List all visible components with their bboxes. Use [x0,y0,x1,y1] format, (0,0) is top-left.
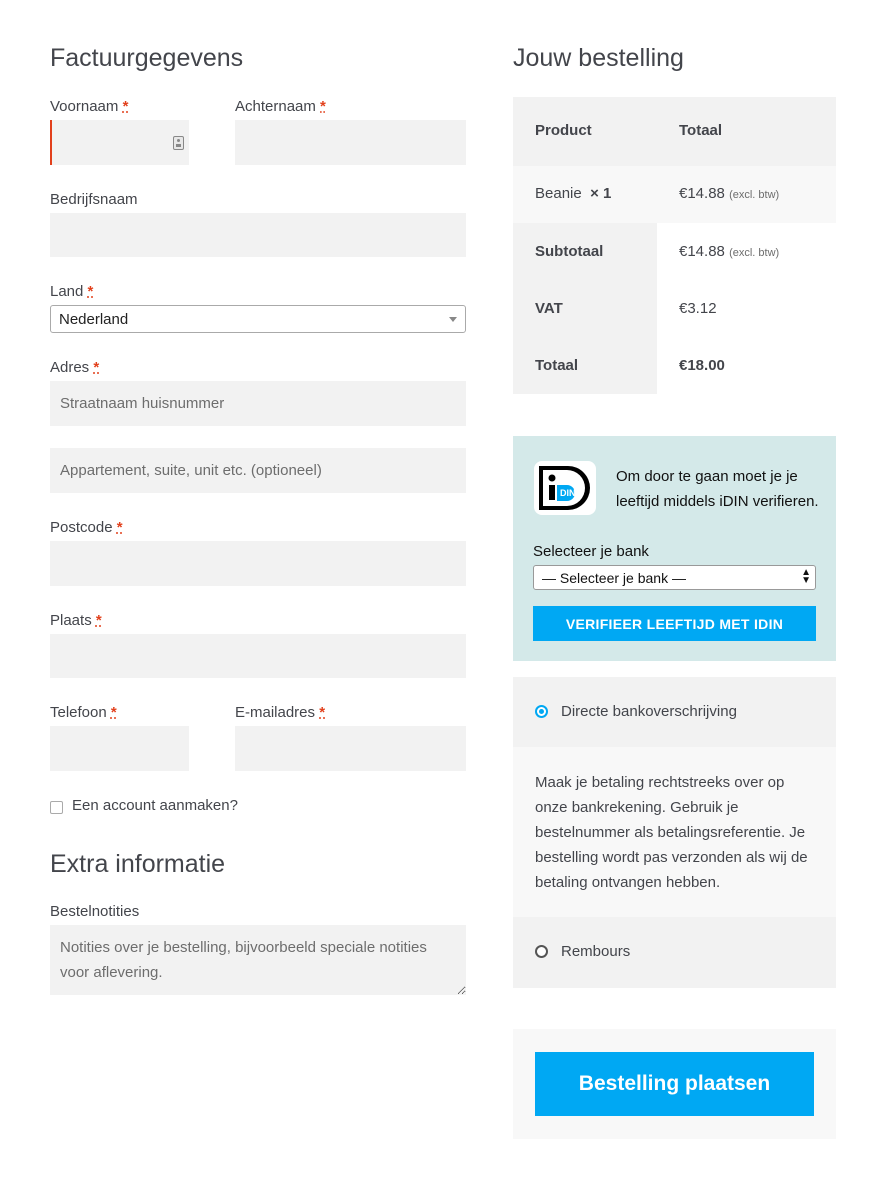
payment-option-cod[interactable] [513,917,836,988]
radio-selected-icon[interactable] [535,705,548,718]
col-product-header: Product [535,122,592,139]
item-price: €14.88 (excl. btw) [679,185,780,202]
address-line1-input[interactable] [50,381,466,426]
idin-verification-box [513,436,836,661]
create-account-checkbox[interactable] [50,801,63,814]
payment-option-bacs-label[interactable]: Directe bankoverschrijving [561,703,737,720]
postcode-input[interactable] [50,541,466,586]
order-review-table [513,97,836,394]
postcode-label: Postcode * [50,519,123,536]
contact-card-icon[interactable] [173,136,184,150]
address-label: Adres * [50,359,100,376]
idin-logo-icon [534,461,596,515]
email-label: E-mailadres * [235,704,326,721]
required-mark: * [122,98,129,115]
order-notes-label: Bestelnotities [50,903,140,920]
vat-value: €3.12 [679,300,717,317]
place-order-button[interactable]: Bestelling plaatsen [535,1052,814,1116]
verify-idin-button[interactable]: VERIFIEER LEEFTIJD MET IDIN [533,606,816,641]
country-select-value: Nederland [59,310,129,328]
extra-info-title: Extra informatie [50,850,226,878]
required-mark: * [95,612,102,629]
select-arrows-icon: ▲ ▼ [801,567,811,586]
company-label: Bedrijfsnaam [50,191,138,208]
place-order-section [513,1029,836,1139]
payment-option-bacs-description: Maak je betaling rechtstreeks over op onze bankrekening. Gebruik je bestelnummer als betalingsreferentie. Je bestelling wordt pas verzonden als wij de betaling ontvangen hebben. [513,747,836,917]
col-total-header: Totaal [679,122,723,139]
vat-label: VAT [535,300,563,317]
company-input[interactable] [50,213,466,257]
bank-select-value: — Selecteer je bank — [542,569,686,586]
first-name-input[interactable] [50,120,189,165]
idin-logo [534,461,596,515]
item-name: Beanie × 1 [535,185,612,202]
total-value: €18.00 [679,357,725,374]
first-name-label: Voornaam * [50,98,129,115]
country-select[interactable] [50,305,466,333]
required-mark: * [319,704,326,721]
required-mark: * [93,359,100,376]
city-input[interactable] [50,634,466,678]
bank-select-label: Selecteer je bank [533,543,649,560]
payment-option-bacs[interactable] [513,677,836,747]
billing-title: Factuurgegevens [50,44,244,72]
payment-option-cod-label[interactable]: Rembours [561,943,631,960]
required-mark: * [87,283,94,300]
order-notes-textarea[interactable] [50,925,466,995]
radio-unselected-icon[interactable] [535,945,548,958]
required-mark: * [320,98,326,115]
excl-btw-note: (excl. btw) [729,247,780,259]
excl-btw-note: (excl. btw) [729,189,780,201]
required-mark: * [110,704,117,721]
svg-text:DIN: DIN [560,488,576,498]
phone-label: Telefoon * [50,704,117,721]
subtotal-value: €14.88 (excl. btw) [679,243,780,260]
phone-input[interactable] [50,726,189,771]
bank-select[interactable] [533,565,816,590]
address-line2-input[interactable] [50,448,466,493]
country-label: Land * [50,283,94,300]
last-name-input[interactable] [235,120,466,165]
total-label: Totaal [535,357,579,374]
item-qty: × 1 [590,185,612,202]
subtotal-label: Subtotaal [535,243,604,260]
order-title: Jouw bestelling [513,44,684,72]
idin-message: Om door te gaan moet je je leeftijd middels iDIN verifieren. [616,468,819,510]
last-name-label: Achternaam * [235,98,326,115]
chevron-down-icon [449,317,457,322]
required-mark: * [116,519,123,536]
email-input[interactable] [235,726,466,771]
city-label: Plaats * [50,612,102,629]
create-account-label[interactable]: Een account aanmaken? [72,797,238,814]
